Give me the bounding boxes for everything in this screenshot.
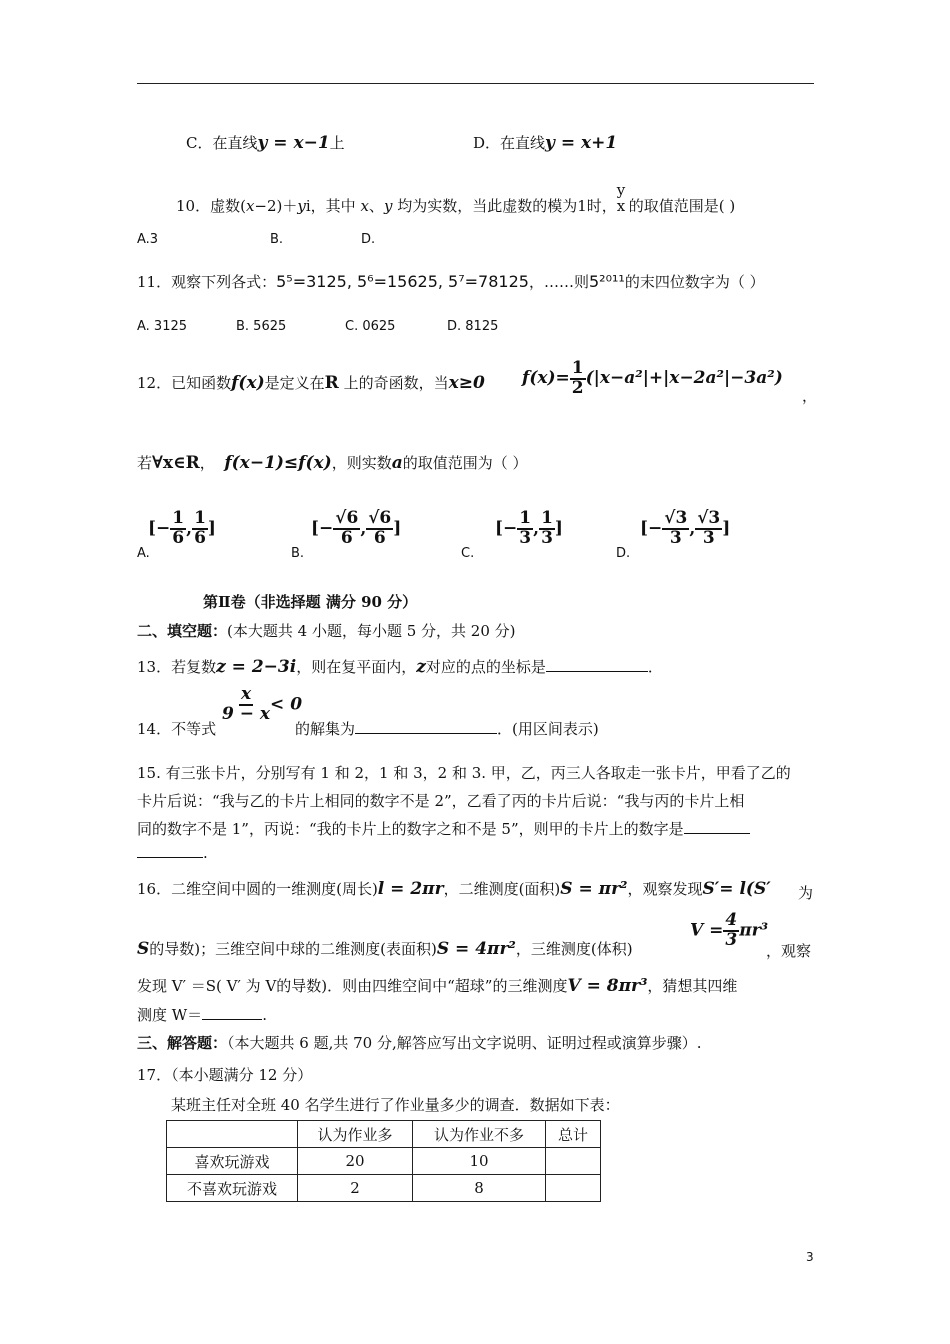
interval-fraction: [366, 510, 393, 548]
q16-volume-frac: [723, 912, 739, 950]
q16-text: 16．二维空间中圆的一维测度(周长): [137, 880, 378, 898]
q14-fraction: [222, 686, 270, 724]
q9-option-d: [473, 132, 617, 153]
frac-num: √3: [664, 508, 688, 528]
q17-title: 17．（本小题满分 12 分）: [137, 1066, 313, 1084]
frac-num: √6: [335, 508, 359, 528]
q14-question-rest: [295, 718, 599, 739]
interval-comma: ,: [533, 518, 540, 539]
frac-den: 3: [725, 929, 738, 950]
q16-line2-end: ，观察: [766, 942, 812, 960]
q16-answer-blank[interactable]: [202, 1019, 262, 1020]
q11-text: ，……则: [528, 273, 589, 291]
q16-var-s: S: [137, 939, 150, 959]
interval-bracket: [−: [640, 518, 663, 539]
table-row: [167, 1148, 601, 1175]
interval-bracket: ]: [393, 518, 402, 539]
q12-inequality: f(x−1)≤f(x): [224, 453, 332, 473]
q16-line4: [137, 1004, 267, 1025]
table-header-cell: [167, 1121, 298, 1148]
frac-den: 3: [541, 527, 553, 548]
q13-text: 对应的点的坐标是: [425, 658, 546, 676]
q10-option-a: A.3: [137, 232, 159, 247]
q12-comma: ，: [802, 387, 818, 405]
q12-condition: x≥0: [448, 373, 485, 393]
q9-d-prefix: D．在直线: [473, 134, 546, 152]
q14-inequality: [222, 686, 302, 724]
q9-option-c: [186, 132, 345, 153]
frac-num: 1: [194, 508, 206, 528]
frac-num: 1: [541, 508, 553, 528]
interval-fraction: [539, 510, 555, 548]
table-cell: 2: [298, 1175, 413, 1202]
q14-text: ．(用区间表示): [497, 720, 599, 738]
table-row: [167, 1175, 601, 1202]
q11-question: [137, 271, 765, 292]
q10-fraction: [616, 181, 629, 215]
q13-complex: z = 2−3i: [216, 657, 297, 677]
table-cell: 8: [413, 1175, 546, 1202]
interval-fraction: [170, 510, 186, 548]
q12-var-a: a: [391, 453, 403, 473]
q10-var-x: x: [360, 197, 369, 215]
table-header-cell: 认为作业不多: [413, 1121, 546, 1148]
q14-answer-blank[interactable]: [355, 733, 497, 734]
q17-table: [166, 1120, 601, 1202]
q12-option-c-interval: [495, 510, 563, 548]
q16-hypersphere: V = 8πr³: [567, 976, 648, 996]
table-cell: [546, 1148, 601, 1175]
interval-bracket: [−: [311, 518, 334, 539]
q13-text: 13．若复数: [137, 658, 217, 676]
q16-surface: S = 4πr²: [436, 939, 516, 959]
q17-description: 某班主任对全班 40 名学生进行了作业量多少的调查．数据如下表：: [171, 1096, 620, 1114]
q12-def-lhs: f(x)=: [522, 367, 570, 388]
q11-option-d: D. 8125: [447, 319, 499, 334]
frac-num: 1: [519, 508, 532, 528]
header-rule: [137, 83, 814, 84]
q15-line1: 15. 有三张卡片，分别写有 1 和 2，1 和 3，2 和 3. 甲，乙，丙三人各取走一张卡片，甲看了乙的: [137, 764, 791, 782]
q10-text: −2)＋: [254, 197, 298, 215]
q12-text: 12．已知函数: [137, 374, 232, 392]
table-header-cell: 认为作业多: [298, 1121, 413, 1148]
q11-expression: 5⁵=3125, 5⁶=15625, 5⁷=78125: [276, 272, 529, 291]
q12-forall: ∀x∈R: [152, 453, 200, 473]
q14-frac-num: x: [240, 684, 252, 704]
q16-relation: S′= l(S′: [702, 879, 771, 899]
frac-den: 6: [194, 527, 206, 548]
q13-var-z: z: [416, 657, 426, 677]
solve-section-label: 三、解答题：: [137, 1034, 228, 1052]
table-header-cell: 总计: [546, 1121, 601, 1148]
fill-section-header: [137, 620, 516, 641]
interval-fraction: [695, 510, 722, 548]
table-cell: 不喜欢玩游戏: [167, 1175, 298, 1202]
fill-section-label: 二、填空题：: [137, 622, 228, 640]
q14-question: [137, 718, 216, 739]
q16-text: 的导数)；三维空间中球的二维测度(表面积): [149, 940, 437, 958]
interval-fraction: [517, 510, 533, 548]
interval-comma: ,: [186, 518, 193, 539]
q13-text: ．: [647, 658, 663, 676]
q9-c-equation: y = x−1: [257, 133, 330, 153]
interval-comma: ,: [360, 518, 367, 539]
q16-text: ，三维测度(体积): [515, 940, 633, 958]
q12-text: ，则实数: [331, 454, 392, 472]
frac-num: 1: [172, 508, 185, 528]
q12-option-a-interval: [148, 510, 216, 548]
q16-circumference: l = 2πr: [377, 879, 444, 899]
interval-bracket: [−: [495, 518, 518, 539]
frac-num: √3: [697, 508, 721, 528]
q16-line2: [137, 938, 633, 959]
q12-option-a-label: A.: [137, 546, 150, 561]
q11-text: 的末四位数字为（ ）: [624, 273, 765, 291]
q10-option-d: D.: [361, 232, 376, 247]
q13-answer-blank[interactable]: [546, 671, 648, 672]
q14-relation: < 0: [270, 694, 303, 715]
fill-section-desc: (本大题共 4 小题，每小题 5 分，共 20 分): [227, 622, 516, 640]
q12-half-num: 1: [571, 358, 584, 378]
q12-text: 是定义在: [264, 374, 325, 392]
table-cell: 20: [298, 1148, 413, 1175]
table-cell: 10: [413, 1148, 546, 1175]
q16-volume-rhs: πr³: [739, 920, 769, 941]
q12-option-d-label: D.: [616, 546, 631, 561]
q15-line2: 卡片后说：“我与乙的卡片上相同的数字不是 2”，乙看了丙的卡片后说：“我与丙的卡片上相: [137, 792, 745, 810]
q16-volume: [690, 912, 768, 950]
interval-comma: ,: [689, 518, 696, 539]
page-number: 3: [806, 1250, 814, 1264]
q16-text: 测度 W＝: [137, 1006, 203, 1024]
interval-fraction: [333, 510, 360, 548]
q10-text: i，其中: [305, 197, 361, 215]
q12-half: [570, 360, 586, 398]
q12-def-rhs: (|x−a²|+|x−2a²|−3a²): [585, 367, 783, 388]
q13-text: ，则在复平面内，: [296, 658, 417, 676]
interval-bracket: ]: [554, 518, 563, 539]
part2-title: 第Ⅱ卷（非选择题 满分 90 分）: [203, 593, 418, 611]
q16-volume-lhs: V =: [690, 920, 724, 941]
interval-fraction: [662, 510, 689, 548]
q12-option-b-interval: [311, 510, 401, 548]
q15-line3: [137, 818, 750, 839]
q10-var-x: x: [245, 197, 255, 215]
q16-area: S = πr²: [560, 879, 628, 899]
solve-section-header: [137, 1032, 702, 1053]
q16-text: ，猜想其四维: [647, 977, 738, 995]
frac-num: √6: [368, 508, 392, 528]
q12-definition: [522, 360, 783, 398]
table-header-row: [167, 1121, 601, 1148]
q12-half-den: 2: [571, 377, 584, 398]
frac-den: 3: [519, 527, 532, 548]
q16-text: 发现 V′ ＝S( V′ 为 V的导数)．则由四维空间中“超球”的三维测度: [137, 977, 568, 995]
q12-option-c-label: C.: [461, 546, 475, 561]
q12-real-set: R: [324, 373, 339, 393]
frac-den: 3: [669, 527, 682, 548]
q10-question: [176, 181, 736, 216]
q12-text: 上的奇函数，当: [338, 374, 449, 392]
q10-text: 10．虚数(: [176, 197, 246, 215]
frac-den: 6: [373, 527, 386, 548]
q10-var-y: y: [383, 197, 393, 215]
q9-c-prefix: C．在直线: [186, 134, 258, 152]
interval-bracket: ]: [207, 518, 216, 539]
q12-text: ，: [199, 454, 215, 472]
table-cell: 喜欢玩游戏: [167, 1148, 298, 1175]
q10-text: 、: [368, 197, 384, 215]
q11-option-c: C. 0625: [345, 319, 396, 334]
q13-question: [137, 656, 663, 677]
q16-line1: [137, 878, 771, 899]
q15-line4: [137, 844, 208, 862]
frac-num: 4: [725, 910, 738, 930]
q10-option-b: B.: [270, 232, 284, 247]
q14-frac-den: 9 − x: [222, 703, 271, 724]
q16-line1-end: 为: [798, 884, 814, 902]
q10-text: 的取值范围是( ): [628, 197, 736, 215]
q14-text: 14．不等式: [137, 720, 217, 738]
frac-den: 3: [702, 527, 715, 548]
q16-text: ，二维测度(面积): [443, 880, 561, 898]
q10-frac-num: y: [616, 181, 626, 199]
q11-option-b: B. 5625: [236, 319, 287, 334]
q11-power: 5²⁰¹¹: [588, 272, 625, 291]
q10-var-y: y: [297, 197, 306, 215]
q15-text: 同的数字不是 1”，丙说：“我的卡片上的数字之和不是 5”，则甲的卡片上的数字是: [137, 820, 684, 838]
q15-answer-blank[interactable]: [684, 833, 750, 834]
q9-c-suffix: 上: [329, 134, 345, 152]
q16-line3: [137, 975, 737, 996]
table-cell: [546, 1175, 601, 1202]
q11-text: 11．观察下列各式：: [137, 273, 277, 291]
q16-text: .: [262, 1006, 267, 1024]
q12-function: f(x): [231, 373, 265, 393]
q12-text: 的取值范围为（ ）: [402, 454, 528, 472]
interval-fraction: [192, 510, 208, 548]
frac-den: 6: [172, 527, 185, 548]
q12-question-line1: [137, 372, 485, 393]
solve-section-desc: （本大题共 6 题,共 70 分,解答应写出文字说明、证明过程或演算步骤）.: [227, 1034, 702, 1052]
q15-text: .: [203, 844, 208, 862]
q15-answer-blank-cont[interactable]: [137, 857, 203, 858]
q11-option-a: A. 3125: [137, 319, 188, 334]
frac-den: 6: [340, 527, 353, 548]
q12-text: 若: [137, 454, 153, 472]
q12-option-b-label: B.: [291, 546, 305, 561]
q12-question-line2: [137, 452, 528, 473]
q16-text: ，观察发现: [627, 880, 703, 898]
q9-d-equation: y = x+1: [545, 133, 618, 153]
interval-bracket: [−: [148, 518, 171, 539]
q14-text: 的解集为: [295, 720, 356, 738]
q10-text: 均为实数，当此虚数的模为1时，: [392, 197, 617, 215]
q10-frac-den: x: [616, 197, 626, 215]
q12-option-d-interval: [640, 510, 730, 548]
interval-bracket: ]: [722, 518, 731, 539]
